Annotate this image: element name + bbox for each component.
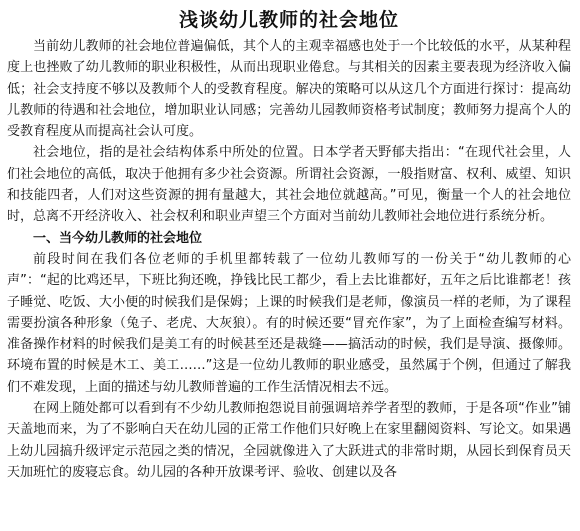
teacher-voice-paragraph: 前段时间在我们各位老师的手机里都转载了一位幼儿教师写的一份关于“幼儿教师的心声”：“起的比鸡还早，下班比狗还晚，挣钱比民工都少，看上去比谁都好，五年之后比谁都老！孩子睡觉、吃饭、大小便的时候我们是保姆；上课的时候我们是老师，像演员一样的老师，为了课程需要扮演各种形象（兔子、老虎、大灰狼）。有的时候还要“冒充作家”，为了上面检查编写材料。准备操作材料的时候我们是美工有的时候甚至还是裁缝——搞活动的时候，我们是导演、摄像师。环境布置的时候是木工、美工……”这是一位幼儿教师的职业感受，虽然属于个例，但通过了解我们不难发现，上面的描述与幼儿教师普遍的工作生活情况相去不远。 — [7, 251, 571, 395]
online-complaints-paragraph: 在网上随处都可以看到有不少幼儿教师抱怨说目前强调培养学者型的教师，于是各项“作业”铺天盖地而来，为了不影响白天在幼儿园的正常工作他们只好晚上在家里翻阅资料、写论文。如果遇上幼儿园搞升级评定示范园之类的情况，全园就像进入了大跃进式的非常时期，从园长到保育员天天加班忙的废寝忘食。幼儿园的各种开放课考评、验收、创建以及各 — [7, 401, 571, 480]
intro-paragraph: 当前幼儿教师的社会地位普遍偏低，其个人的主观幸福感也处于一个比较低的水平，从某种程度上也挫败了幼儿教师的职业积极性，从而出现职业倦怠。与其相关的因素主要表现为经济收入偏低；社会支持度不够以及教师个人的受教育程度。解决的策略可以从这几个方面进行探讨：提高幼儿教师的待遇和社会地位，增加职业认同感；完善幼儿园教师资格考试制度；教师努力提高个人的受教育程度从而提高社会认可度。 — [7, 39, 571, 140]
document-title: 浅谈幼儿教师的社会地位 — [178, 9, 399, 31]
section-heading: 一、当今幼儿教师的社会地位 — [33, 230, 203, 246]
social-status-definition-paragraph: 社会地位，指的是社会结构体系中所处的位置。日本学者天野郁夫指出：“在现代社会里，人们社会地位的高低，取决于他拥有多少社会资源。所谓社会资源，一般指财富、权利、威望、知识和技能四者，人们对这些资源的拥有量越大，其社会地位就越高。”可见，衡量一个人的社会地位时，总离不开经济收入、社会权利和职业声望三个方面对当前幼儿教师社会地位进行系统分析。 — [7, 145, 571, 225]
